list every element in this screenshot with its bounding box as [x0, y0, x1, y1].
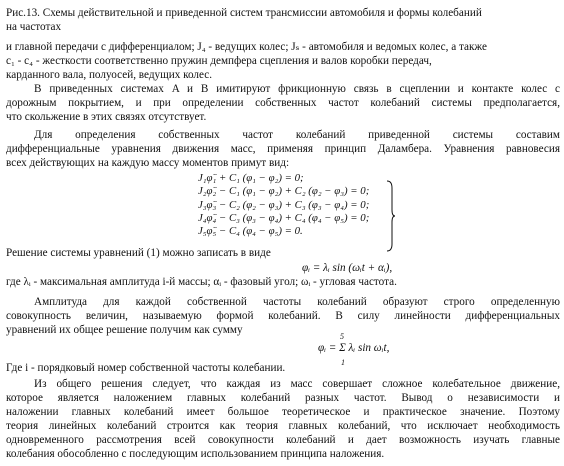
paragraph-line: дифференциальные уравнения движения масс, применяя принцип Даламбера. Уравнения равновесия: [6, 143, 560, 155]
paragraph-line: одновременного рассмотрения всей совокупности колебаний и дает возможность изучать главные: [6, 434, 560, 446]
paragraph-line: c₁ - c₄ - жесткости соответственно пружин демпфера сцепления и валов коробки передач,: [6, 55, 432, 67]
equation-5: J₅φ̈₅ − C₄ (φ₄ − φ₅) = 0.: [198, 225, 303, 238]
paragraph-line: Из общего решения следует, что каждая из масс совершает сложное колебательное движение,: [34, 378, 560, 390]
paragraph-line: карданного вала, полуосей, ведущих колес.: [6, 69, 213, 81]
paragraph-line: Где i - порядковый номер собственной частоты колебании.: [6, 362, 286, 374]
paragraph-line: теория линейных колебаний строится как теория главных колебаний, что исключает необходимость: [6, 420, 560, 432]
figure-caption-line-2: на частотах: [6, 21, 62, 33]
paragraph-line: уравнений их общее решение получим как сумму: [6, 324, 243, 336]
paragraph-line: Амплитуда для каждой собственной частоты колебаний образуют строго определенную: [34, 296, 560, 308]
equation-system: [198, 172, 378, 238]
sum-lower-limit: 1: [341, 358, 345, 367]
paragraph-line: Решение системы уравнений (1) можно записать в виде: [6, 247, 271, 259]
figure-caption-line-1: Рис.13. Схемы действительной и приведенной систем трансмиссии автомобиля и формы колебаний: [6, 7, 482, 19]
paragraph-line: которое является наложением главных колебаний разных частот. Вывод о независимости и: [6, 392, 560, 404]
paragraph-line: что скольжение в этих связях отсутствует.: [6, 111, 207, 123]
sum-upper-limit: 5: [340, 332, 344, 341]
paragraph-line: и главной передачи с дифференциалом; J₄ - ведущих колес; Jₛ - автомобиля и ведомых колес, а также: [6, 41, 487, 53]
system-brace: [386, 170, 396, 262]
paragraph-line: совокупность величин, называемую формой колебаний. В силу линейности дифференциальных: [6, 310, 560, 322]
equation-4: J₄φ̈₄ − C₃ (φ₃ − φ₄) + C₄ (φ₄ − φ₅) = 0;: [198, 211, 370, 224]
paragraph-line: колебания обособленно с последующим использованием принципа наложения.: [6, 448, 385, 460]
paragraph-line: В приведенных системах A и B имитируют фрикционную связь в сцеплении и контакте колес с: [34, 83, 560, 95]
paragraph-line: наложении главных колебаний имеет большое теоретическое и практическое значение. Поэтому: [6, 406, 560, 418]
paragraph-line: где λᵢ - максимальная амплитуда i-й массы; αᵢ - фазовый угол; ωᵢ - угловая частота.: [6, 276, 397, 288]
sum-equation: φᵢ = Σ λᵢ sin ωᵢt,: [318, 342, 390, 354]
solution-equation: φᵢ = λᵢ sin (ωᵢt + αᵢ),: [302, 262, 393, 274]
equation-3: J₃φ̈₃ − C₂ (φ₂ − φ₃) + C₃ (φ₃ − φ₄) = 0;: [198, 198, 370, 211]
paragraph-line: Для определения собственных частот колебаний приведенной системы составим: [34, 129, 560, 141]
paragraph-line: дорожным покрытием, и при определении собственных частот колебаний системы предполагается,: [6, 97, 560, 109]
equation-1: J₁φ̈₁ + C₁ (φ₁ − φ₂) = 0;: [198, 172, 304, 184]
equation-2: J₂φ̈₂ − C₁ (φ₁ − φ₂) + C₂ (φ₂ − φ₃) = 0;: [198, 185, 370, 198]
paragraph-line: всех действующих на каждую массу моментов примут вид:: [6, 157, 290, 169]
